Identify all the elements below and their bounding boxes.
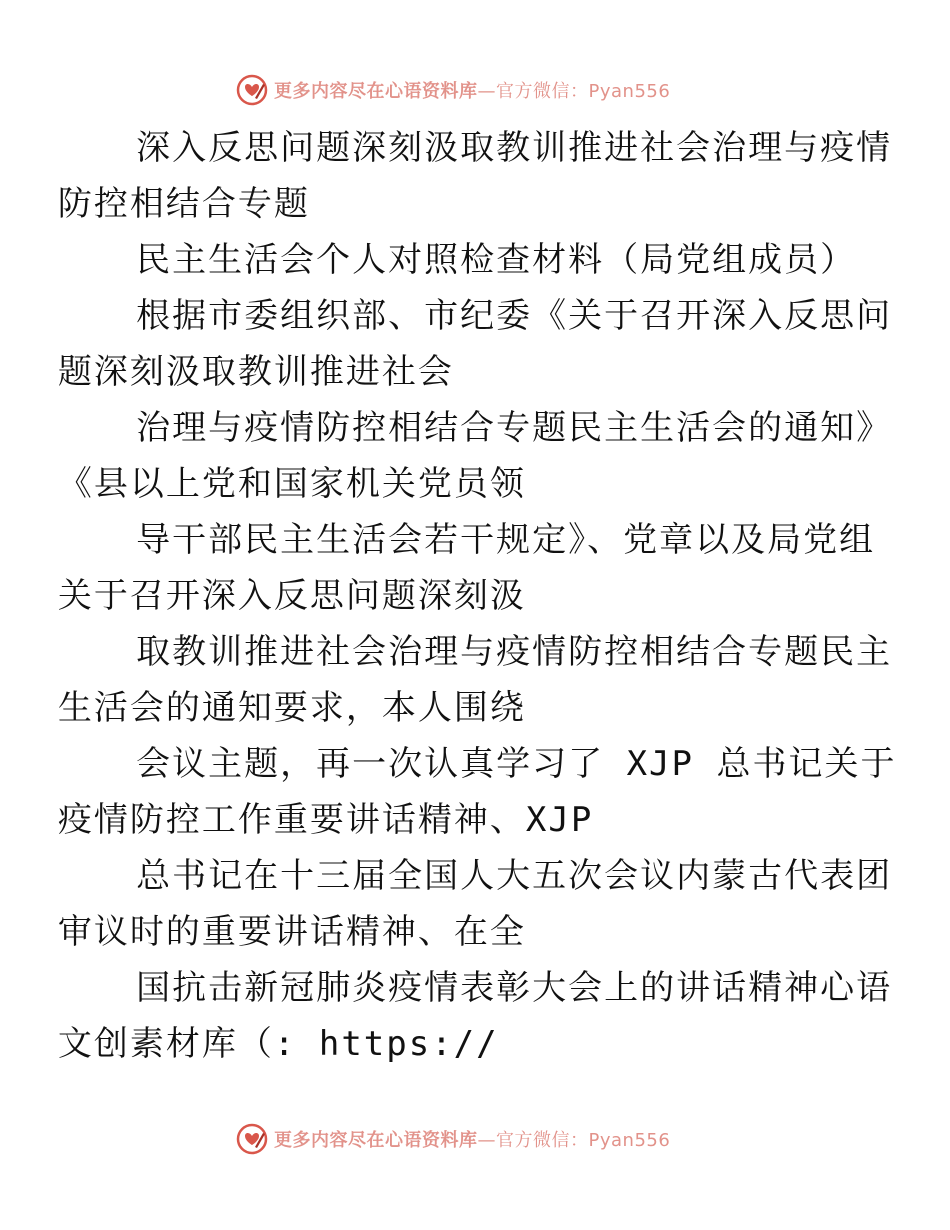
paragraph-subtitle xyxy=(97,232,857,288)
text-line: 文创素材库（: https:// xyxy=(57,1024,499,1064)
heart-pen-logo-icon xyxy=(236,1123,268,1155)
paragraph-title xyxy=(57,120,893,232)
text-line: 深入反思问题深刻汲取教训推进社会治理与疫情 xyxy=(136,128,893,168)
text-line: 取教训推进社会治理与疫情防控相结合专题民主 xyxy=(136,632,893,672)
text-line: 防控相结合专题 xyxy=(57,184,310,224)
text-line: 生活会的通知要求，本人围绕 xyxy=(57,688,526,728)
text-line: 根据市委组织部、市纪委《关于召开深入反思问 xyxy=(136,296,893,336)
text-line: 会议主题，再一次认真学习了 XJP 总书记关于 xyxy=(136,744,897,784)
text-line: 导干部民主生活会若干规定》、党章以及局党组 xyxy=(136,520,876,560)
watermark-banner-bottom xyxy=(236,1122,670,1156)
heart-pen-logo-icon xyxy=(236,74,268,106)
paragraph xyxy=(57,512,876,624)
watermark-brand: 更多内容尽在心语资料库 xyxy=(274,1130,478,1151)
paragraph xyxy=(57,624,893,736)
text-line: 疫情防控工作重要讲话精神、XJP xyxy=(57,800,594,840)
watermark-banner-top xyxy=(236,73,670,107)
paragraph xyxy=(57,736,897,848)
text-line: 国抗击新冠肺炎疫情表彰大会上的讲话精神心语 xyxy=(136,968,893,1008)
paragraph xyxy=(57,288,893,400)
paragraph xyxy=(57,960,893,1072)
paragraph xyxy=(57,400,893,512)
paragraph xyxy=(57,848,893,960)
watermark-contact: —官方微信：Pyan556 xyxy=(477,1130,671,1151)
text-line: 审议时的重要讲话精神、在全 xyxy=(57,912,526,952)
text-line: 《县以上党和国家机关党员领 xyxy=(57,464,526,504)
watermark-brand: 更多内容尽在心语资料库 xyxy=(274,81,478,102)
watermark-contact: —官方微信：Pyan556 xyxy=(477,81,671,102)
text-line: 总书记在十三届全国人大五次会议内蒙古代表团 xyxy=(136,856,893,896)
text-line: 民主生活会个人对照检查材料（局党组成员） xyxy=(136,240,857,280)
text-line: 题深刻汲取教训推进社会 xyxy=(57,352,454,392)
document-body xyxy=(57,120,897,1072)
text-line: 关于召开深入反思问题深刻汲 xyxy=(57,576,526,616)
text-line: 治理与疫情防控相结合专题民主生活会的通知》 xyxy=(136,408,893,448)
